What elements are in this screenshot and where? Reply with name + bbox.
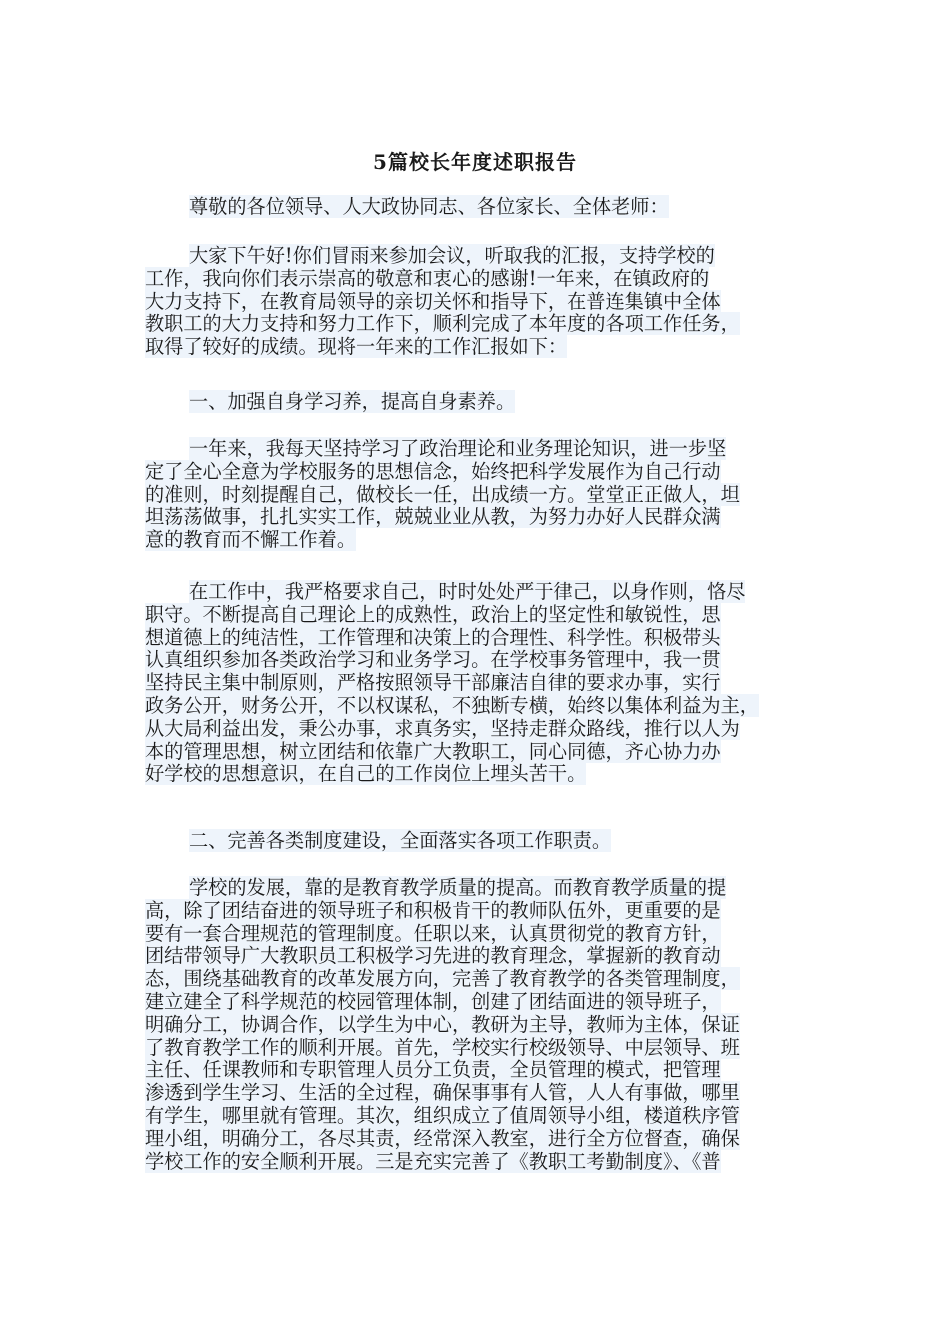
paragraph-line: 二、完善各类制度建设，全面落实各项工作职责。 [189, 829, 612, 852]
paragraph-line: 明确分工，协调合作，以学生为中心，教研为主导，教师为主体，保证 [145, 1012, 740, 1036]
document-title: 5篇校长年度述职报告 [373, 150, 577, 174]
paragraph-line: 好学校的思想意识，在自己的工作岗位上埋头苦干。 [145, 762, 587, 786]
paragraph-line: 取得了较好的成绩。现将一年来的工作汇报如下： [145, 335, 568, 359]
paragraph-line: 坦荡荡做事，扎扎实实工作，兢兢业业从教，为努力办好人民群众满 [145, 505, 721, 529]
body-paragraph [145, 581, 835, 786]
paragraph-line: 了教育教学工作的顺利开展。首先，学校实行校级领导、中层领导、班 [145, 1035, 740, 1059]
paragraph-line: 渗透到学生学习、生活的全过程，确保事事有人管，人人有事做，哪里 [145, 1081, 740, 1105]
paragraph-line: 本的管理思想，树立团结和依靠广大教职工，同心同德，齐心协力办 [145, 739, 721, 763]
salutation-paragraph [145, 196, 835, 219]
paragraph-line: 工作，我向你们表示崇高的敬意和衷心的感谢!一年来，在镇政府的 [145, 266, 710, 290]
paragraph-line: 理小组，明确分工，各尽其责，经常深入教室，进行全方位督查，确保 [145, 1126, 740, 1150]
paragraph-line: 想道德上的纯洁性，工作管理和决策上的合理性、科学性。积极带头 [145, 625, 721, 649]
paragraph-line: 定了全心全意为学校服务的思想信念，始终把科学发展作为自己行动 [145, 459, 721, 483]
paragraph-line: 学校的发展，靠的是教育教学质量的提高。而教育教学质量的提 [189, 876, 727, 899]
paragraph-line: 的准则，时刻提醒自己，做校长一任，出成绩一方。堂堂正正做人，坦 [145, 482, 740, 506]
paragraph-line: 有学生，哪里就有管理。其次，组织成立了值周领导小组，楼道秩序管 [145, 1103, 740, 1127]
paragraph-line: 认真组织参加各类政治学习和业务学习。在学校事务管理中，我一贯 [145, 648, 721, 672]
paragraph-line: 尊敬的各位领导、人大政协同志、各位家长、全体老师： [189, 195, 669, 218]
paragraph-line: 团结带领导广大教职员工积极学习先进的教育理念，掌握新的教育动 [145, 944, 721, 968]
body-paragraph [145, 245, 835, 359]
section-heading [145, 391, 835, 414]
paragraph-line: 态，围绕基础教育的改革发展方向，完善了教育教学的各类管理制度， [145, 967, 740, 991]
paragraph-line: 政务公开，财务公开，不以权谋私，不独断专横，始终以集体利益为主， [145, 693, 759, 717]
body-paragraph [145, 877, 835, 1173]
paragraph-line: 大力支持下，在教育局领导的亲切关怀和指导下，在普连集镇中全体 [145, 289, 721, 313]
section-heading [145, 830, 835, 853]
paragraph-line: 一、加强自身学习养，提高自身素养。 [189, 390, 516, 413]
paragraph-line: 从大局利益出发，秉公办事，求真务实，坚持走群众路线，推行以人为 [145, 716, 740, 740]
paragraph-line: 坚持民主集中制原则，严格按照领导干部廉洁自律的要求办事，实行 [145, 671, 721, 695]
paragraph-line: 教职工的大力支持和努力工作下，顺利完成了本年度的各项工作任务， [145, 312, 740, 336]
paragraph-line: 意的教育而不懈工作着。 [145, 528, 357, 552]
paragraph-line: 职守。不断提高自己理论上的成熟性，政治上的坚定性和敏锐性，思 [145, 602, 721, 626]
paragraph-line: 主任、任课教师和专职管理人员分工负责，全员管理的模式，把管理 [145, 1058, 721, 1082]
paragraph-line: 在工作中，我严格要求自己，时时处处严于律己，以身作则，恪尽 [189, 580, 746, 603]
paragraph-line: 学校工作的安全顺利开展。三是充实完善了《教职工考勤制度》、《普 [145, 1149, 721, 1173]
paragraph-line: 高，除了团结奋进的领导班子和积极肯干的教师队伍外，更重要的是 [145, 898, 721, 922]
paragraph-line: 要有一套合理规范的管理制度。任职以来，认真贯彻党的教育方针， [145, 921, 721, 945]
paragraph-line: 一年来，我每天坚持学习了政治理论和业务理论知识，进一步坚 [189, 437, 727, 460]
body-paragraph [145, 438, 835, 552]
paragraph-line: 大家下午好!你们冒雨来参加会议，听取我的汇报，支持学校的 [189, 244, 715, 267]
paragraph-line: 建立建全了科学规范的校园管理体制，创建了团结面进的领导班子， [145, 989, 721, 1013]
